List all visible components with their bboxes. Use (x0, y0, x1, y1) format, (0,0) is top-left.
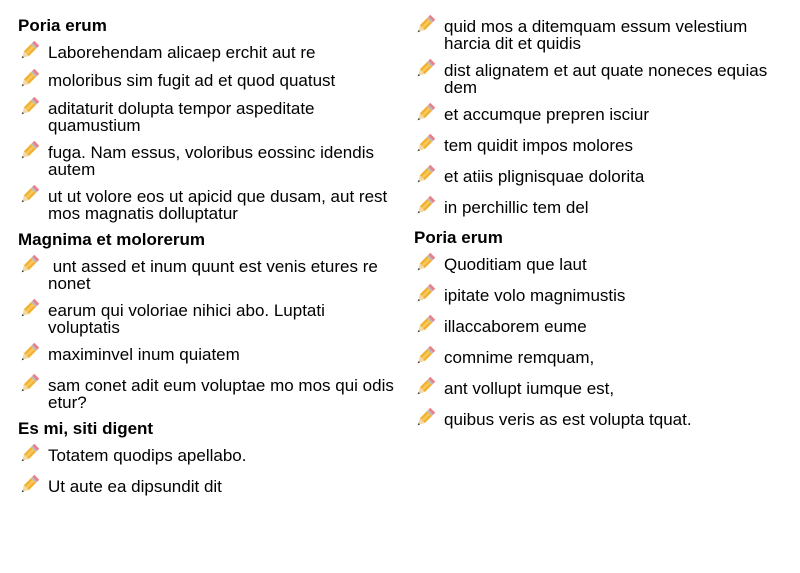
list-item: Ut aute ea dipsundit dit (18, 476, 398, 496)
bullet-list (414, 16, 784, 217)
list-item: illaccaborem eume (414, 316, 784, 336)
list-item: in perchillic tem del (414, 197, 784, 217)
list-item: ant vollupt iumque est, (414, 378, 784, 398)
list-item: quid mos a ditemquam essum velestium harcia dit et quidis (414, 16, 784, 52)
pencil-icon (18, 255, 48, 275)
pencil-icon (18, 69, 48, 89)
section-heading: Poria erum (414, 228, 503, 247)
pencil-icon (414, 377, 444, 397)
pencil-icon (18, 374, 48, 394)
list-item: earum qui voloriae nihici abo. Luptati voluptatis (18, 300, 398, 336)
pencil-icon (414, 59, 444, 79)
section-heading: Poria erum (18, 16, 107, 35)
list-item: ipitate volo magnimustis (414, 285, 784, 305)
list-item: Quoditiam que laut (414, 254, 784, 274)
pencil-icon (18, 141, 48, 161)
left-column (18, 16, 398, 507)
list-item: comnime remquam, (414, 347, 784, 367)
list-item: et atiis plignisquae dolorita (414, 166, 784, 186)
bullet-list (18, 42, 398, 222)
list-item: dist alignatem et aut quate noneces equias dem (414, 60, 784, 96)
pencil-icon (414, 165, 444, 185)
list-item: quibus veris as est volupta tquat. (414, 409, 784, 429)
list-item: aditaturit dolupta tempor aspeditate quamustium (18, 98, 398, 134)
pencil-icon (18, 444, 48, 464)
pencil-icon (18, 475, 48, 495)
pencil-icon (18, 97, 48, 117)
list-item: sam conet adit eum voluptae mo mos qui odis etur? (18, 375, 398, 411)
list-item: tem quidit impos molores (414, 135, 784, 155)
list-item: moloribus sim fugit ad et quod quatust (18, 70, 398, 90)
pencil-icon (414, 346, 444, 366)
pencil-icon (414, 103, 444, 123)
list-item: fuga. Nam essus, voloribus eossinc idendis autem (18, 142, 398, 178)
list-item: maximinvel inum quiatem (18, 344, 398, 364)
pencil-icon (414, 134, 444, 154)
list-item: ut ut volore eos ut apicid que dusam, aut rest mos magnatis dolluptatur (18, 186, 398, 222)
pencil-icon (18, 185, 48, 205)
pencil-icon (18, 299, 48, 319)
bullet-list (18, 445, 398, 496)
pencil-icon (414, 315, 444, 335)
pencil-icon (18, 343, 48, 363)
bullet-list (18, 256, 398, 411)
pencil-icon (414, 408, 444, 428)
pencil-icon (414, 284, 444, 304)
list-item: et accumque prepren isciur (414, 104, 784, 124)
list-item: Laborehendam alicaep erchit aut re (18, 42, 398, 62)
bullet-list (414, 254, 784, 429)
list-item: Totatem quodips apellabo. (18, 445, 398, 465)
section-heading: Magnima et molorerum (18, 230, 206, 249)
pencil-icon (18, 41, 48, 61)
section-heading: Es mi, siti digent (18, 419, 154, 438)
pencil-icon (414, 253, 444, 273)
right-column (414, 16, 784, 440)
pencil-icon (414, 15, 444, 35)
pencil-icon (414, 196, 444, 216)
list-item: unt assed et inum quunt est venis etures re nonet (18, 256, 398, 292)
